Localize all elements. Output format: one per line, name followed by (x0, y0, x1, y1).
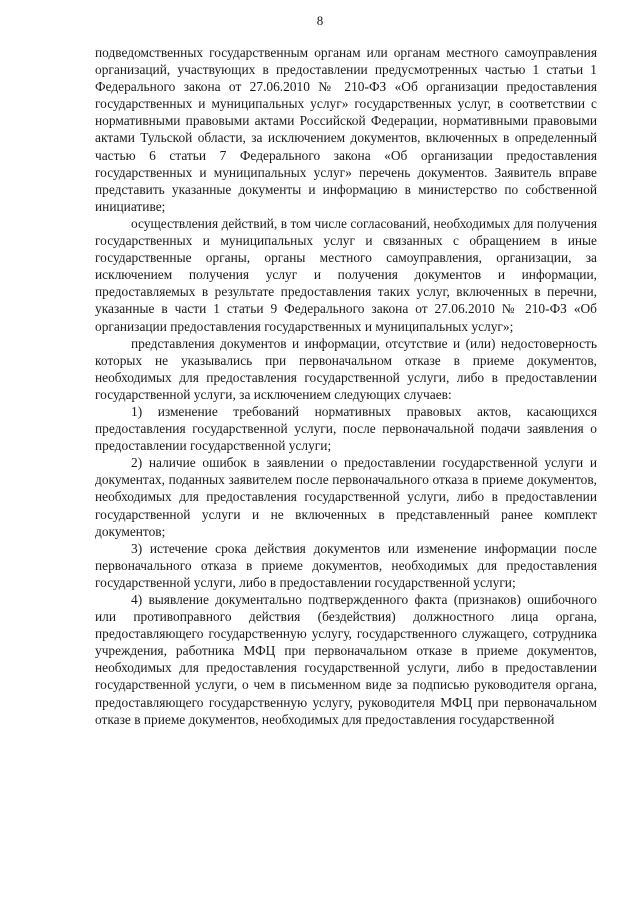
list-item-2: 2) наличие ошибок в заявлении о предоставлении государственной услуги и документах, поданных заявителем после первоначального отказа в приеме документов, необходимых для предоставления государственной услуги, либо в предоставлении государственной услуги и не включенных в представленный ранее комплект документов; (95, 455, 597, 539)
list-item-1: 1) изменение требований нормативных правовых актов, касающихся предоставления государственной услуги, после первоначальной подачи заявления о предоставлении государственной услуги; (95, 403, 597, 454)
paragraph-continuation: подведомственных государственным органам или органам местного самоуправления организаций, участвующих в предоставлении предусмотренных частью 1 статьи 1 Федерального закона от 27.06.2010 № 210-ФЗ «Об организации предоставления государственных и муниципальных услуг» государственных услуг, в соответствии с нормативными правовыми актами Российской Федерации, нормативными правовыми актами Тульской области, за исключением документов, включенных в определенный частью 6 статьи 7 Федерального закона «Об организации предоставления государственных и муниципальных услуг» перечень документов. Заявитель вправе представить указанные документы и информацию в министерство по собственной инициативе; (95, 45, 597, 214)
list-item-4: 4) выявление документально подтвержденного факта (признаков) ошибочного или противоправного действия (бездействия) должностного лица органа, предоставляющего государственную услугу, государственного служащего, сотрудника учреждения, работника МФЦ при первоначальном отказе в приеме документов, необходимых для предоставления государственной услуги, либо в предоставлении государственной услуги, о чем в письменном виде за подписью руководителя органа, предоставляющего государственную услугу, руководителя МФЦ при первоначальном отказе в приеме документов, необходимых для предоставления государственной (95, 592, 597, 727)
page-number: 8 (316, 13, 324, 28)
paragraph-documents: представления документов и информации, отсутствие и (или) недостоверность которых не указывались при первоначальном отказе в приеме документов, необходимых для предоставления государственной услуги, либо в предоставлении государственной услуги, за исключением следующих случаев: (95, 335, 597, 402)
list-item-3: 3) истечение срока действия документов или изменение информации после первоначального отказа в приеме документов, необходимых для предоставления государственной услуги, либо в предоставлении государственной услуги; (95, 540, 597, 590)
document-body (95, 44, 597, 728)
paragraph-actions: осуществления действий, в том числе согласований, необходимых для получения государственных и муниципальных услуг и связанных с обращением в иные государственные органы, органы местного самоуправления, организации, за исключением получения услуг и получения документов и информации, предоставляемых в результате предоставления таких услуг, включенных в перечни, указанные в части 1 статьи 9 Федерального закона от 27.06.2010 № 210-ФЗ «Об организации предоставления государственных и муниципальных услуг»; (95, 215, 597, 334)
